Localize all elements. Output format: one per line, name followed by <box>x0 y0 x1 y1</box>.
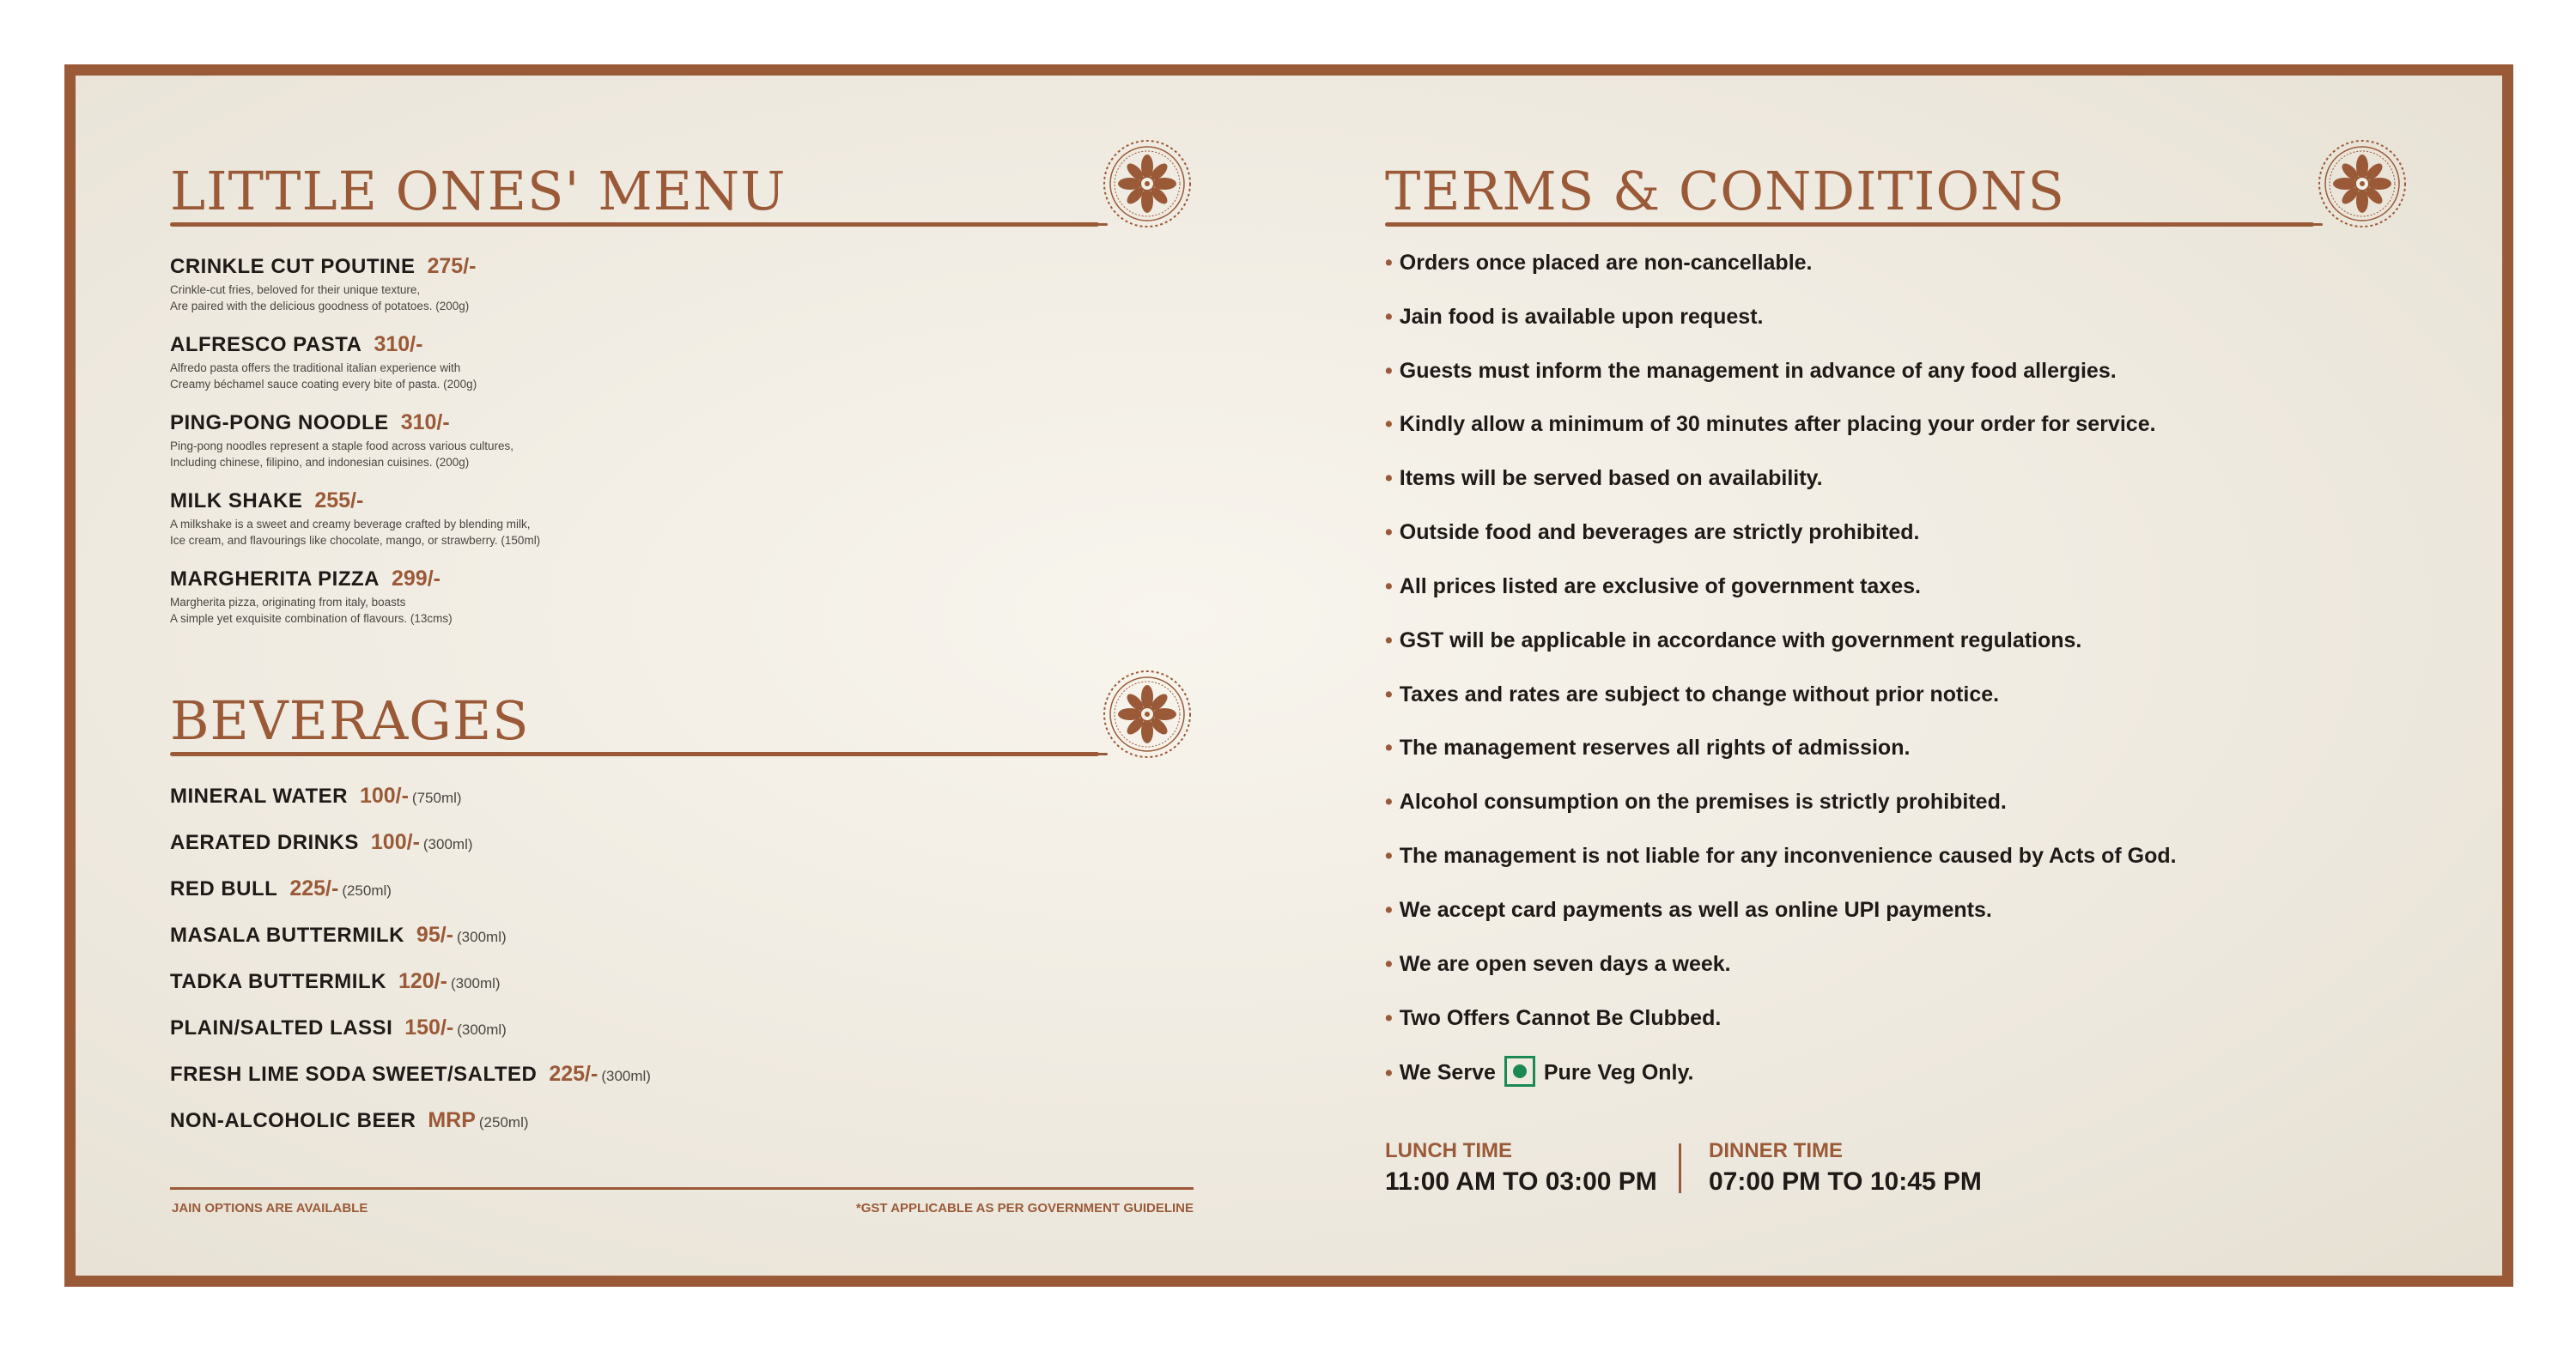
veg-symbol-icon <box>1504 1056 1535 1087</box>
terms-rule <box>1385 222 2314 227</box>
dinner-time-label: DINNER TIME <box>1709 1139 1843 1162</box>
term-text: We Serve <box>1399 1060 1496 1085</box>
menu-item <box>170 254 476 314</box>
item-description: Including chinese, filipino, and indonesian cuisines. (200g) <box>170 456 470 469</box>
mandala-emblem-icon <box>2316 137 2409 230</box>
beverage-size: (300ml) <box>422 836 473 852</box>
bullet-icon: • <box>1385 466 1393 490</box>
beverages-title: BEVERAGES <box>170 689 530 752</box>
beverage-item <box>170 830 473 855</box>
beverage-price: 100/- <box>359 784 409 808</box>
bullet-icon: • <box>1385 412 1393 436</box>
beverage-price: 120/- <box>398 969 447 993</box>
timings-divider <box>1679 1143 1681 1193</box>
term-item <box>1385 952 1731 977</box>
beverage-name: TADKA BUTTERMILK <box>170 970 386 993</box>
bullet-icon: • <box>1385 952 1393 976</box>
bullet-icon: • <box>1385 574 1393 598</box>
lunch-time-label: LUNCH TIME <box>1385 1139 1512 1162</box>
term-text: Orders once placed are non-cancellable. <box>1399 251 1813 275</box>
bullet-icon: • <box>1385 790 1393 814</box>
mandala-emblem-icon <box>1101 137 1194 230</box>
bullet-icon: • <box>1385 1006 1393 1030</box>
term-text: We accept card payments as well as online UPI payments. <box>1399 898 1992 922</box>
item-name: ALFRESCO PASTA <box>170 333 362 356</box>
beverage-size: (300ml) <box>457 929 507 945</box>
term-text: Outside food and beverages are strictly prohibited. <box>1399 520 1920 544</box>
term-item <box>1385 844 2177 869</box>
kids-menu-title: LITTLE ONES' MENU <box>170 160 787 222</box>
item-description: A milkshake is a sweet and creamy beverage crafted by blending milk, <box>170 518 531 530</box>
term-item <box>1385 574 1921 599</box>
item-description: Are paired with the delicious goodness of potatoes. (200g) <box>170 300 470 312</box>
beverages-rule <box>170 752 1099 756</box>
term-text: GST will be applicable in accordance with government regulations. <box>1399 628 2082 652</box>
term-text: Pure Veg Only. <box>1543 1060 1694 1085</box>
menu-item <box>170 332 477 392</box>
term-item <box>1385 898 1992 923</box>
beverage-price: MRP <box>428 1108 476 1132</box>
beverage-price: 150/- <box>404 1016 454 1040</box>
jain-options-note: JAIN OPTIONS ARE AVAILABLE <box>172 1201 368 1216</box>
beverage-size: (300ml) <box>457 1022 507 1038</box>
item-description: Margherita pizza, originating from italy, boasts <box>170 596 406 609</box>
term-text: We are open seven days a week. <box>1399 952 1731 976</box>
term-text: The management reserves all rights of admission. <box>1399 736 1911 760</box>
dinner-time-value: 07:00 PM TO 10:45 PM <box>1709 1167 1982 1196</box>
term-text: Two Offers Cannot Be Clubbed. <box>1399 1006 1722 1030</box>
bullet-icon: • <box>1385 682 1393 706</box>
beverage-name: MINERAL WATER <box>170 785 348 808</box>
term-text: The management is not liable for any inconvenience caused by Acts of God. <box>1399 844 2177 868</box>
beverage-name: NON-ALCOHOLIC BEER <box>170 1109 416 1132</box>
mandala-emblem-icon <box>1101 668 1194 761</box>
beverage-name: FRESH LIME SODA SWEET/SALTED <box>170 1063 538 1086</box>
item-description: Ice cream, and flavourings like chocolate, mango, or strawberry. (150ml) <box>170 534 541 547</box>
item-description: Creamy béchamel sauce coating every bite of pasta. (200g) <box>170 378 477 391</box>
beverage-name: RED BULL <box>170 877 278 900</box>
beverage-item <box>170 1108 529 1133</box>
bullet-icon: • <box>1385 305 1393 329</box>
term-item <box>1385 359 2117 384</box>
term-item <box>1385 520 1919 545</box>
bullet-icon: • <box>1385 520 1393 544</box>
beverage-item <box>170 784 462 809</box>
menu-page-frame <box>64 64 2513 1287</box>
bullet-icon: • <box>1385 251 1393 275</box>
beverage-size: (300ml) <box>601 1068 651 1084</box>
beverage-size: (250ml) <box>342 882 392 899</box>
terms-title: TERMS & CONDITIONS <box>1385 160 2065 222</box>
beverage-name: MASALA BUTTERMILK <box>170 924 404 947</box>
term-text: Guests must inform the management in advance of any food allergies. <box>1399 359 2117 383</box>
term-text: Items will be served based on availability. <box>1399 466 1823 490</box>
term-item <box>1385 305 1763 330</box>
footer-rule <box>170 1187 1194 1190</box>
term-item-pure-veg <box>1385 1058 1693 1089</box>
item-price: 275/- <box>427 254 477 278</box>
item-price: 299/- <box>391 567 440 591</box>
beverage-size: (750ml) <box>411 790 462 806</box>
item-name: MARGHERITA PIZZA <box>170 567 380 591</box>
beverage-size: (300ml) <box>450 975 501 991</box>
term-text: Kindly allow a minimum of 30 minutes after placing your order for service. <box>1399 412 2156 436</box>
item-price: 255/- <box>314 488 364 512</box>
beverage-price: 95/- <box>416 923 454 947</box>
item-price: 310/- <box>374 332 423 356</box>
term-item <box>1385 251 1813 276</box>
term-text: Jain food is available upon request. <box>1399 305 1764 329</box>
gst-note: *GST APPLICABLE AS PER GOVERNMENT GUIDELINE <box>855 1201 1194 1216</box>
item-name: CRINKLE CUT POUTINE <box>170 255 416 278</box>
item-description: Alfredo pasta offers the traditional italian experience with <box>170 361 461 374</box>
beverage-price: 225/- <box>549 1062 598 1086</box>
beverage-item <box>170 923 507 948</box>
term-text: Alcohol consumption on the premises is strictly prohibited. <box>1399 790 2007 814</box>
term-item <box>1385 412 2156 437</box>
beverage-item <box>170 876 392 901</box>
beverage-size: (250ml) <box>478 1114 529 1131</box>
bullet-icon: • <box>1385 1060 1393 1085</box>
kids-menu-rule <box>170 222 1099 227</box>
beverage-item <box>170 1062 651 1087</box>
item-description: Ping-pong noodles represent a staple food across various cultures, <box>170 440 513 452</box>
menu-item <box>170 410 513 470</box>
term-text: Taxes and rates are subject to change without prior notice. <box>1399 682 2000 706</box>
beverage-item <box>170 969 501 994</box>
beverage-name: AERATED DRINKS <box>170 831 359 854</box>
bullet-icon: • <box>1385 898 1393 922</box>
bullet-icon: • <box>1385 628 1393 652</box>
item-price: 310/- <box>400 410 450 434</box>
item-description: A simple yet exquisite combination of flavours. (13cms) <box>170 612 453 625</box>
term-item <box>1385 736 1910 761</box>
bullet-icon: • <box>1385 359 1393 383</box>
beverage-price: 225/- <box>289 876 339 900</box>
term-item <box>1385 1006 1721 1031</box>
beverage-name: PLAIN/SALTED LASSI <box>170 1016 393 1040</box>
term-item <box>1385 790 2007 815</box>
menu-item <box>170 488 540 549</box>
menu-item <box>170 567 453 627</box>
item-description: Crinkle-cut fries, beloved for their unique texture, <box>170 283 421 296</box>
beverage-price: 100/- <box>370 830 420 854</box>
bullet-icon: • <box>1385 736 1393 760</box>
bullet-icon: • <box>1385 844 1393 868</box>
term-text: All prices listed are exclusive of government taxes. <box>1399 574 1921 598</box>
term-item <box>1385 466 1823 491</box>
lunch-time-value: 11:00 AM TO 03:00 PM <box>1385 1167 1657 1196</box>
beverage-item <box>170 1016 507 1040</box>
item-name: MILK SHAKE <box>170 489 303 512</box>
item-name: PING-PONG NOODLE <box>170 411 389 434</box>
term-item <box>1385 628 2081 653</box>
term-item <box>1385 682 1999 707</box>
